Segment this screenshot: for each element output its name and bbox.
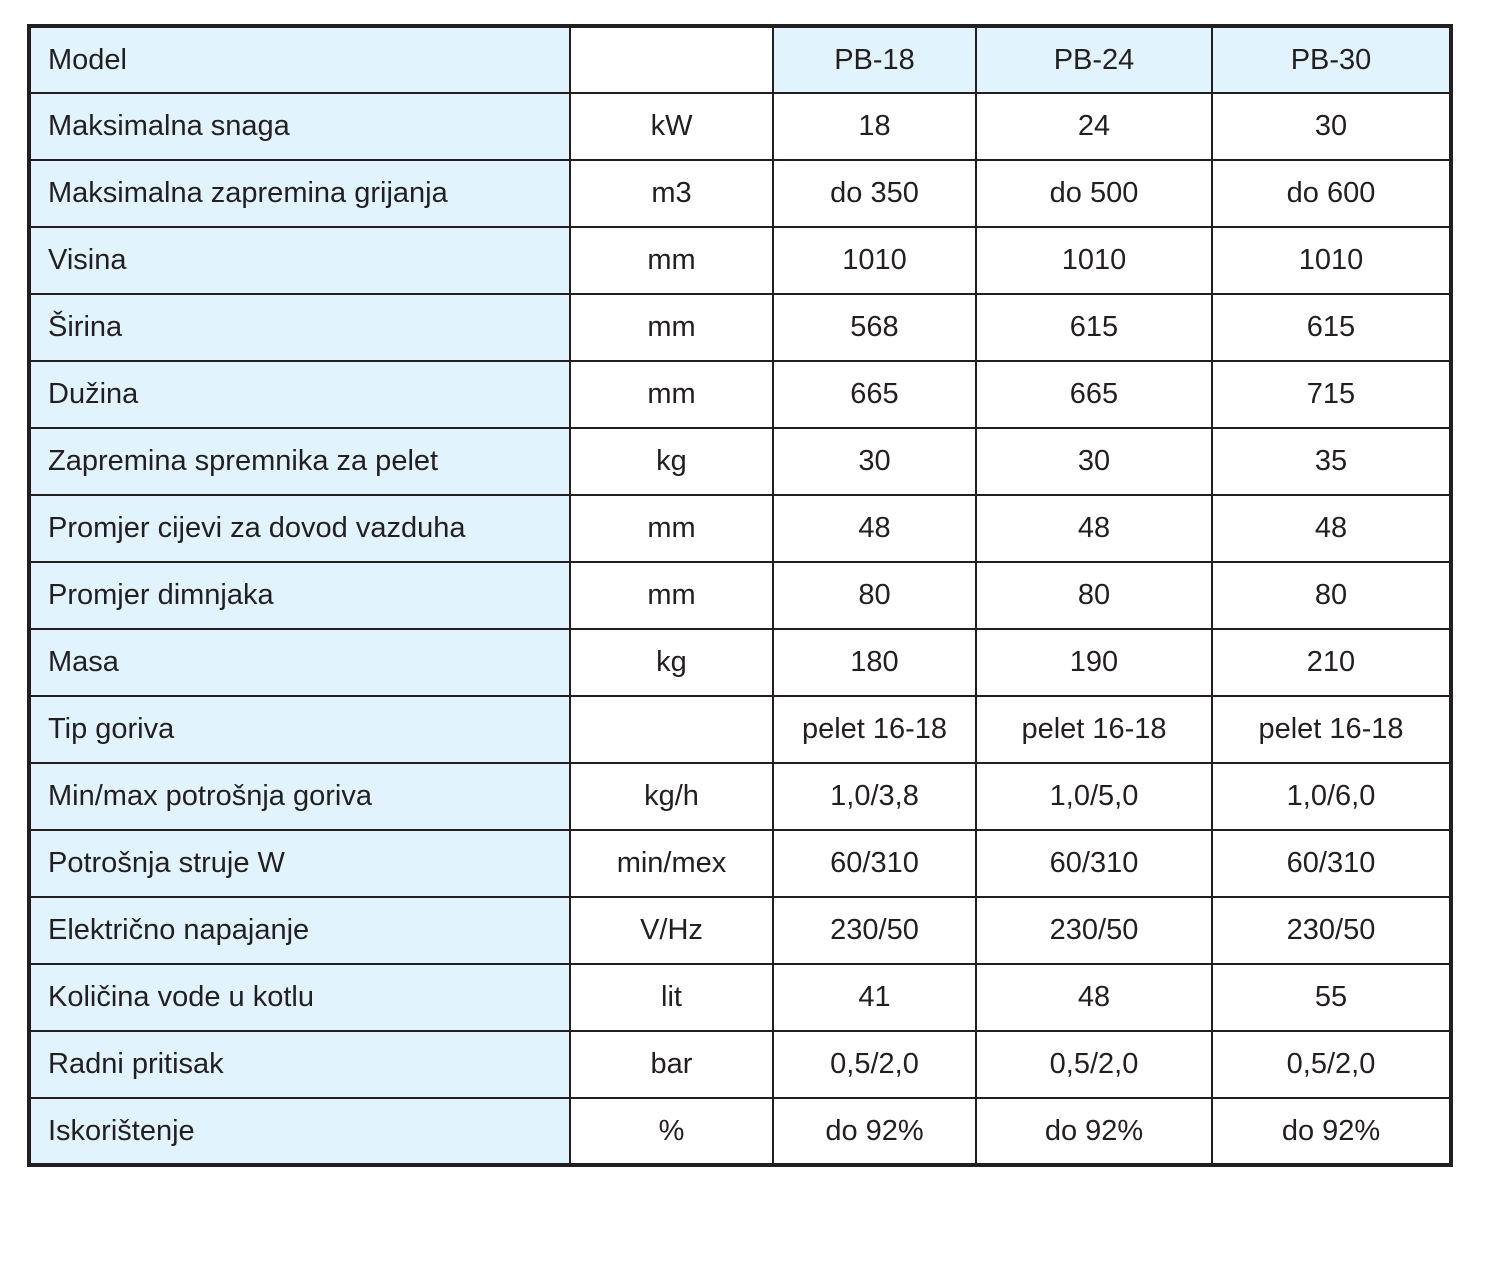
row-value-pb-24: 0,5/2,0 xyxy=(976,1031,1212,1098)
row-label: Promjer cijevi za dovod vazduha xyxy=(29,495,570,562)
table-header-row xyxy=(29,26,1451,93)
row-value-pb-24: pelet 16-18 xyxy=(976,696,1212,763)
row-unit: V/Hz xyxy=(570,897,773,964)
row-value-pb-30: 1,0/6,0 xyxy=(1212,763,1451,830)
row-value-pb-18: 60/310 xyxy=(773,830,976,897)
table-row xyxy=(29,763,1451,830)
table-row xyxy=(29,294,1451,361)
row-value-pb-18: do 92% xyxy=(773,1098,976,1165)
row-value-pb-24: 48 xyxy=(976,495,1212,562)
row-value-pb-18: 0,5/2,0 xyxy=(773,1031,976,1098)
row-value-pb-24: 190 xyxy=(976,629,1212,696)
row-value-pb-30: 615 xyxy=(1212,294,1451,361)
row-label: Maksimalna snaga xyxy=(29,93,570,160)
row-value-pb-18: pelet 16-18 xyxy=(773,696,976,763)
header-model-pb-30: PB-30 xyxy=(1212,26,1451,93)
row-value-pb-18: 41 xyxy=(773,964,976,1031)
row-value-pb-30: 35 xyxy=(1212,428,1451,495)
table-row xyxy=(29,1031,1451,1098)
row-label: Potrošnja struje W xyxy=(29,830,570,897)
row-label: Min/max potrošnja goriva xyxy=(29,763,570,830)
header-unit xyxy=(570,26,773,93)
row-value-pb-18: 80 xyxy=(773,562,976,629)
row-value-pb-18: 1,0/3,8 xyxy=(773,763,976,830)
table-row xyxy=(29,361,1451,428)
row-unit xyxy=(570,696,773,763)
row-label: Maksimalna zapremina grijanja xyxy=(29,160,570,227)
table-row xyxy=(29,428,1451,495)
row-value-pb-18: 230/50 xyxy=(773,897,976,964)
row-unit: % xyxy=(570,1098,773,1165)
row-value-pb-30: 30 xyxy=(1212,93,1451,160)
row-value-pb-30: 48 xyxy=(1212,495,1451,562)
row-value-pb-24: 48 xyxy=(976,964,1212,1031)
row-label: Masa xyxy=(29,629,570,696)
row-unit: kW xyxy=(570,93,773,160)
table-row xyxy=(29,696,1451,763)
row-label: Promjer dimnjaka xyxy=(29,562,570,629)
row-value-pb-24: 230/50 xyxy=(976,897,1212,964)
header-label: Model xyxy=(29,26,570,93)
table-row xyxy=(29,1098,1451,1165)
header-model-pb-18: PB-18 xyxy=(773,26,976,93)
row-value-pb-30: do 600 xyxy=(1212,160,1451,227)
row-value-pb-24: 60/310 xyxy=(976,830,1212,897)
row-value-pb-18: 48 xyxy=(773,495,976,562)
row-unit: kg/h xyxy=(570,763,773,830)
row-label: Tip goriva xyxy=(29,696,570,763)
row-unit: mm xyxy=(570,294,773,361)
row-unit: mm xyxy=(570,562,773,629)
row-value-pb-30: 230/50 xyxy=(1212,897,1451,964)
row-value-pb-24: 665 xyxy=(976,361,1212,428)
row-value-pb-24: 615 xyxy=(976,294,1212,361)
row-label: Količina vode u kotlu xyxy=(29,964,570,1031)
table-row xyxy=(29,897,1451,964)
row-unit: min/mex xyxy=(570,830,773,897)
row-value-pb-30: 55 xyxy=(1212,964,1451,1031)
row-unit: mm xyxy=(570,361,773,428)
row-label: Širina xyxy=(29,294,570,361)
row-unit: m3 xyxy=(570,160,773,227)
row-label: Radni pritisak xyxy=(29,1031,570,1098)
row-value-pb-30: do 92% xyxy=(1212,1098,1451,1165)
row-value-pb-30: 80 xyxy=(1212,562,1451,629)
row-unit: kg xyxy=(570,428,773,495)
row-value-pb-18: 665 xyxy=(773,361,976,428)
table-row xyxy=(29,93,1451,160)
table-row xyxy=(29,830,1451,897)
row-value-pb-18: 1010 xyxy=(773,227,976,294)
row-value-pb-24: 80 xyxy=(976,562,1212,629)
row-label: Iskorištenje xyxy=(29,1098,570,1165)
table-row xyxy=(29,629,1451,696)
row-value-pb-18: 30 xyxy=(773,428,976,495)
spec-table xyxy=(27,24,1453,1167)
row-unit: mm xyxy=(570,227,773,294)
row-value-pb-30: 0,5/2,0 xyxy=(1212,1031,1451,1098)
header-model-pb-24: PB-24 xyxy=(976,26,1212,93)
row-unit: kg xyxy=(570,629,773,696)
row-value-pb-24: do 92% xyxy=(976,1098,1212,1165)
row-unit: lit xyxy=(570,964,773,1031)
row-value-pb-30: pelet 16-18 xyxy=(1212,696,1451,763)
row-value-pb-18: do 350 xyxy=(773,160,976,227)
row-value-pb-18: 180 xyxy=(773,629,976,696)
row-label: Električno napajanje xyxy=(29,897,570,964)
row-value-pb-24: 24 xyxy=(976,93,1212,160)
row-value-pb-18: 568 xyxy=(773,294,976,361)
row-label: Visina xyxy=(29,227,570,294)
spec-table-body xyxy=(29,26,1451,1165)
row-value-pb-30: 1010 xyxy=(1212,227,1451,294)
row-value-pb-30: 60/310 xyxy=(1212,830,1451,897)
row-value-pb-30: 715 xyxy=(1212,361,1451,428)
row-value-pb-24: 1,0/5,0 xyxy=(976,763,1212,830)
row-value-pb-24: 1010 xyxy=(976,227,1212,294)
row-label: Zapremina spremnika za pelet xyxy=(29,428,570,495)
row-label: Dužina xyxy=(29,361,570,428)
row-unit: mm xyxy=(570,495,773,562)
row-unit: bar xyxy=(570,1031,773,1098)
table-row xyxy=(29,227,1451,294)
row-value-pb-24: do 500 xyxy=(976,160,1212,227)
table-row xyxy=(29,160,1451,227)
table-row xyxy=(29,495,1451,562)
table-row xyxy=(29,562,1451,629)
row-value-pb-30: 210 xyxy=(1212,629,1451,696)
row-value-pb-18: 18 xyxy=(773,93,976,160)
row-value-pb-24: 30 xyxy=(976,428,1212,495)
table-row xyxy=(29,964,1451,1031)
